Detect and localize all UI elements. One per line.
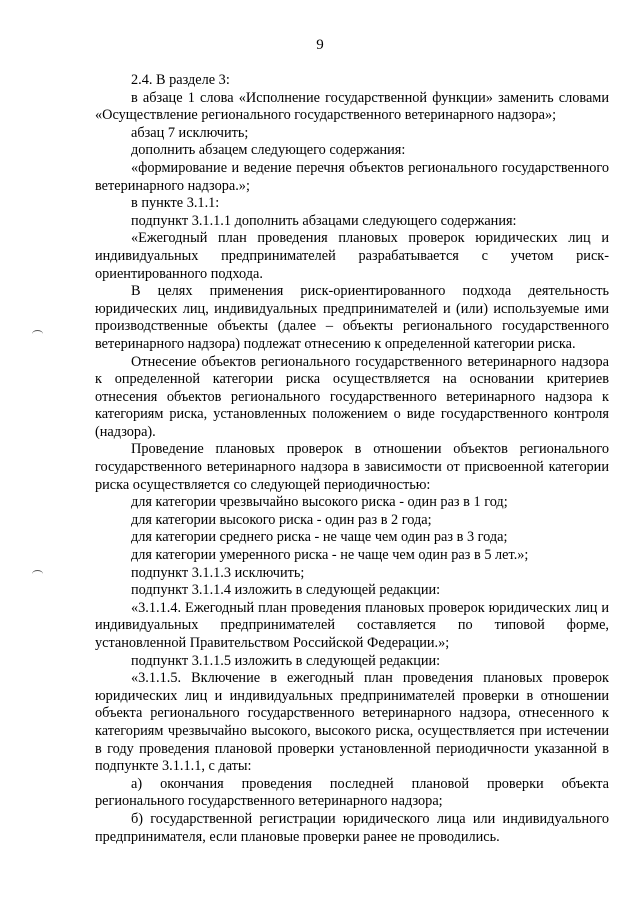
page-number: 9: [316, 37, 324, 53]
paragraph: Проведение плановых проверок в отношении объектов регионального государственного ветеринарного надзора в зависимости от присвоенной категории риска осуществляется со следующей периодичностью:: [95, 441, 609, 493]
paragraph: «3.1.1.5. Включение в ежегодный план проведения плановых проверок юридических лиц и индивидуальных предпринимателей проверки в отношении объекта регионального государственного ветеринарного надзора, отнесенного к категориям чрезвычайно высокого, высокого риска, осуществляется при истечении в году проведения плановой проверки установленной периодичности указанной в подпункте 3.1.1.1, с даты:: [95, 670, 609, 775]
list-item: для категории высокого риска - один раз в 2 года;: [131, 511, 432, 528]
paragraph: подпункт 3.1.1.1 дополнить абзацами следующего содержания:: [131, 212, 517, 229]
paragraph: подпункт 3.1.1.3 исключить;: [131, 564, 305, 581]
paragraph: дополнить абзацем следующего содержания:: [131, 142, 406, 159]
paragraph: В целях применения риск-ориентированного подхода деятельность юридических лиц, индивидуальных предпринимателей и (или) используемые ими производственные объекты (далее – объекты регионального государственного ветеринарного надзора) подлежат отнесению к определенной категории риска.: [95, 283, 609, 352]
paragraph: «3.1.1.4. Ежегодный план проведения плановых проверок юридических лиц и индивидуальных предпринимателей составляется по типовой форме, установленной Правительством Российской Федерации.»;: [95, 599, 609, 651]
list-item: а) окончания проведения последней плановой проверки объекта регионального государственного ветеринарного надзора;: [95, 775, 609, 810]
list-item: б) государственной регистрации юридического лица или индивидуального предпринимателя, если плановые проверки ранее не проводились.: [95, 810, 609, 845]
list-item: для категории среднего риска - не чаще чем один раз в 3 года;: [131, 529, 508, 546]
paragraph: абзац 7 исключить;: [131, 124, 249, 141]
margin-mark: [32, 570, 43, 578]
paragraph: «формирование и ведение перечня объектов регионального государственного ветеринарного надзора.»;: [95, 159, 609, 194]
list-item: для категории умеренного риска - не чаще чем один раз в 5 лет.»;: [131, 547, 529, 564]
paragraph: подпункт 3.1.1.4 изложить в следующей редакции:: [131, 582, 441, 599]
list-item: для категории чрезвычайно высокого риска - один раз в 1 год;: [131, 494, 508, 511]
paragraph: подпункт 3.1.1.5 изложить в следующей редакции:: [131, 652, 441, 669]
paragraph: в абзаце 1 слова «Исполнение государственной функции» заменить словами «Осуществление регионального государственного ветеринарного надзора»;: [95, 89, 609, 124]
paragraph: в пункте 3.1.1:: [131, 195, 220, 212]
document-body: [95, 72, 609, 846]
paragraph: Отнесение объектов регионального государственного ветеринарного надзора к определенной категории риска осуществляется на основании критериев отнесения объектов регионального государственного ветеринарного надзора к категориям риска, установленных положением о виде государственного контроля (надзора).: [95, 353, 609, 440]
margin-mark: [32, 330, 43, 338]
paragraph: «Ежегодный план проведения плановых проверок юридических лиц и индивидуальных предпринимателей разрабатывается с учетом риск-ориентированного подхода.: [95, 230, 609, 282]
paragraph-section-heading: 2.4. В разделе 3:: [131, 72, 230, 88]
